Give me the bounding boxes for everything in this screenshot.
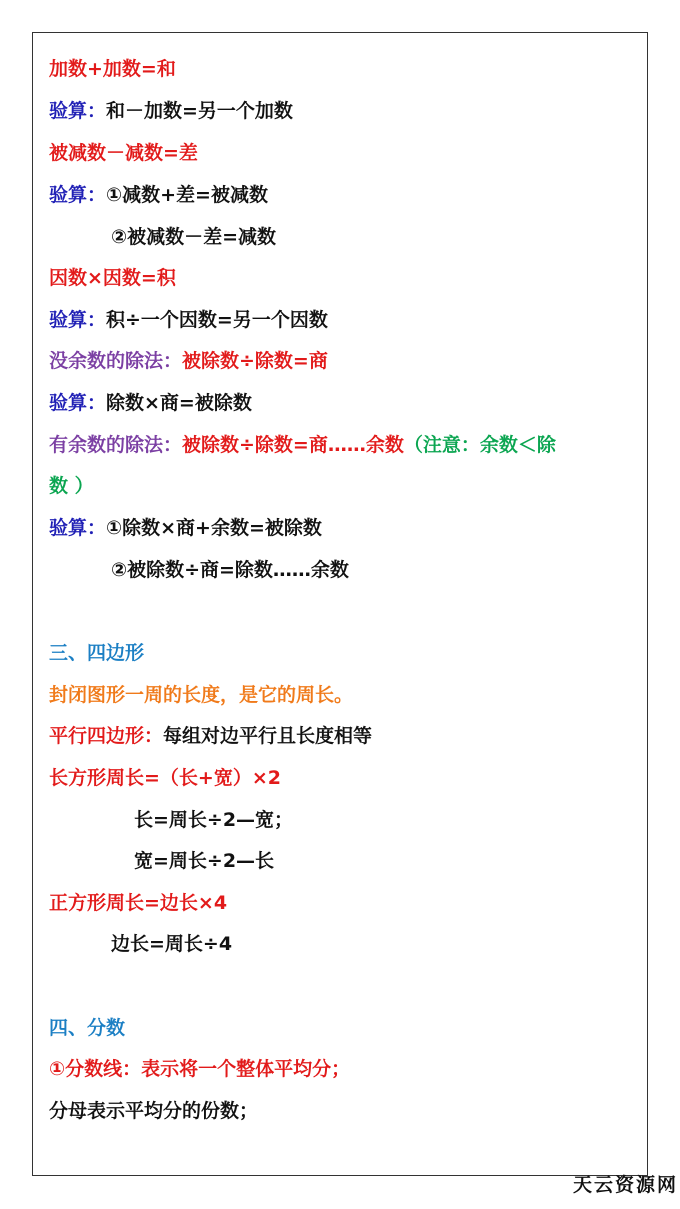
parallelogram-definition <box>49 724 372 748</box>
formula-text: 被减数－减数=差 <box>49 142 198 164</box>
check-subtraction-2 <box>111 225 276 249</box>
formula-text: 被除数÷除数=商 <box>182 350 328 372</box>
section-title: 四、分数 <box>49 1017 126 1039</box>
fraction-bar-definition <box>49 1057 350 1081</box>
formula-text: 正方形周长=边长×4 <box>49 892 228 914</box>
check-division-no-remainder <box>49 391 252 415</box>
formula-text: 边长=周长÷4 <box>111 933 233 955</box>
check-text: 除数×商=被除数 <box>106 392 252 414</box>
formula-text: 因数×因数=积 <box>49 267 176 289</box>
check-text: ①除数×商+余数=被除数 <box>106 517 322 539</box>
definition-text: 分母表示平均分的份数； <box>49 1100 259 1122</box>
check-text: 积÷一个因数=另一个因数 <box>106 309 328 331</box>
check-text: ②被除数÷商=除数……余数 <box>111 559 349 581</box>
definition-text: ①分数线：表示将一个整体平均分； <box>49 1058 351 1080</box>
rectangle-width-formula <box>134 849 274 873</box>
formula-division-remainder <box>49 433 556 457</box>
section-title: 三、四边形 <box>49 642 145 664</box>
definition-text: 每组对边平行且长度相等 <box>163 725 373 747</box>
formula-division-no-remainder <box>49 349 328 373</box>
rectangle-perimeter-formula <box>49 766 281 790</box>
term-label: 平行四边形： <box>49 725 164 747</box>
definition-text: 封闭图形一周的长度，是它的周长。 <box>49 684 354 706</box>
formula-label: 没余数的除法： <box>49 350 183 372</box>
check-division-remainder-1 <box>49 516 322 540</box>
check-label: 验算： <box>49 184 107 206</box>
denominator-definition <box>49 1099 258 1123</box>
check-multiplication <box>49 308 328 332</box>
formula-note: （注意：余数＜除 <box>403 434 556 456</box>
formula-text: 宽=周长÷2—长 <box>134 850 275 872</box>
watermark-logo: 天云资源网 <box>572 1174 678 1196</box>
formula-text: 加数+加数=和 <box>49 58 176 80</box>
section-heading-fractions <box>49 1016 125 1040</box>
check-addition <box>49 99 293 123</box>
square-side-formula <box>111 932 232 956</box>
formula-text: 长=周长÷2—宽； <box>134 809 294 831</box>
section-heading-quadrilateral <box>49 641 144 665</box>
check-text: 和－加数=另一个加数 <box>106 100 293 122</box>
check-label: 验算： <box>49 309 107 331</box>
check-subtraction-1 <box>49 183 268 207</box>
perimeter-definition <box>49 683 353 707</box>
square-perimeter-formula <box>49 891 227 915</box>
formula-text: 被除数÷除数=商……余数 <box>182 434 404 456</box>
check-label: 验算： <box>49 392 107 414</box>
formula-label: 有余数的除法： <box>49 434 183 456</box>
formula-addition <box>49 57 176 81</box>
check-text: ①减数+差=被减数 <box>106 184 268 206</box>
check-text: ②被减数－差=减数 <box>111 226 277 248</box>
rectangle-length-formula <box>134 808 293 832</box>
formula-note: 数 ） <box>49 475 94 497</box>
formula-multiplication <box>49 266 176 290</box>
check-label: 验算： <box>49 100 107 122</box>
check-division-remainder-2 <box>111 558 349 582</box>
formula-subtraction <box>49 141 198 165</box>
formula-note-continued <box>49 474 94 498</box>
formula-text: 长方形周长=（长+宽）×2 <box>49 767 281 789</box>
check-label: 验算： <box>49 517 107 539</box>
